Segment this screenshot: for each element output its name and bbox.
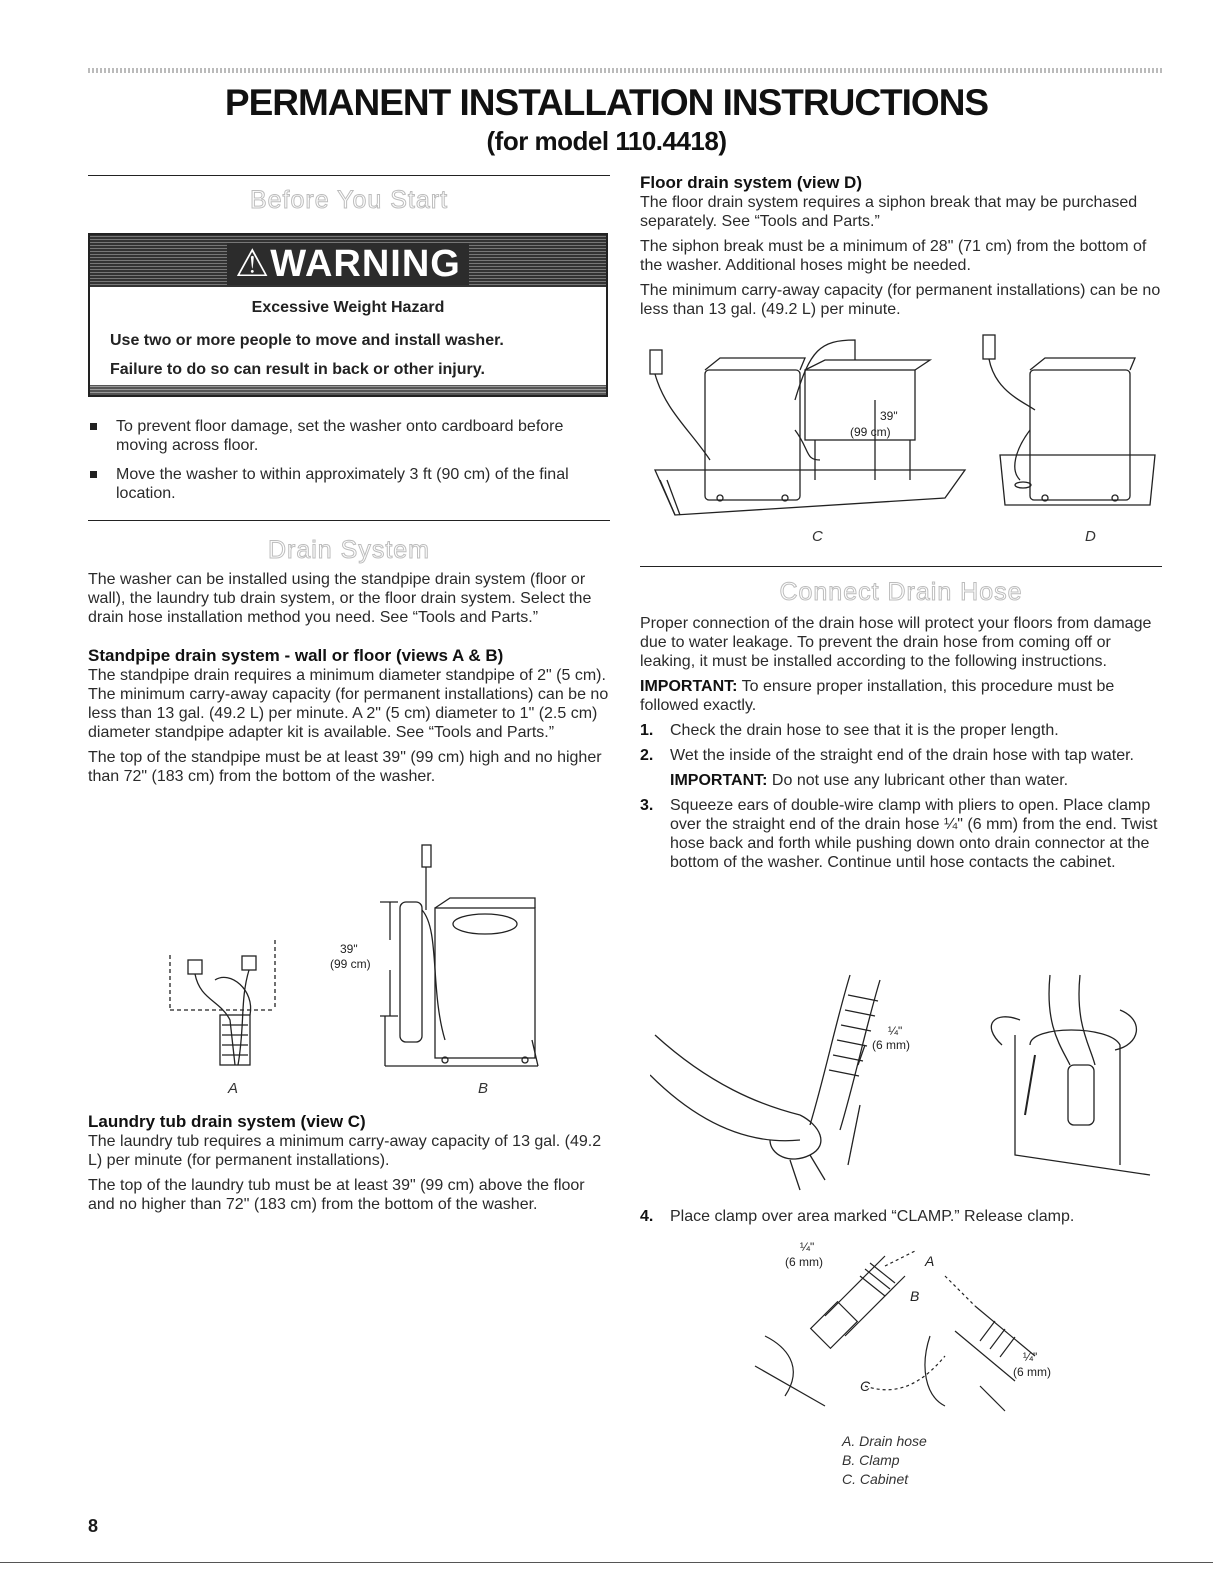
fig3-dim-2: (6 mm) <box>872 1038 910 1052</box>
connect-drain-hose-heading: Connect Drain Hose <box>779 578 1023 606</box>
standpipe-heading: Standpipe drain system - wall or floor (views A & B) <box>88 646 504 665</box>
fig4-label-a: A <box>925 1253 935 1269</box>
step-4-text <box>640 1207 1165 1232</box>
fig4-dim-1: ¼" <box>800 1240 815 1254</box>
fig4-dim-4: (6 mm) <box>1013 1365 1051 1379</box>
connect-intro: Proper connection of the drain hose will protect your floors from damage due to water leakage. To prevent the drain hose from coming off or leaking, it must be installed according to the following instructions. <box>640 615 1152 670</box>
figure-views-a-b <box>160 840 550 1075</box>
bullet-icon <box>90 471 97 478</box>
standpipe-paragraph-1: The standpipe drain requires a minimum diameter standpipe of 2" (5 cm). The minimum carry-away capacity (for permanent installations) can be no less than 13 gal. (49.2 L) per minute. A 2" (5 cm) diameter to 1" (2.5 cm) diameter standpipe adapter kit is available. See “Tools and Parts.” <box>88 667 609 741</box>
label-view-b: B <box>478 1080 489 1097</box>
warning-hazard: Excessive Weight Hazard <box>251 299 445 316</box>
warning-word: WARNING <box>270 243 461 285</box>
floor-drain-paragraph-1: The floor drain system requires a siphon break that may be purchased separately. See “Tools and Parts.” <box>640 194 1138 230</box>
step-2: 2. Wet the inside of the straight end of the drain hose with tap water. IMPORTANT: Do not use any lubricant other than water. <box>640 746 1165 790</box>
fig4-dim-3: ¼" <box>1023 1350 1038 1364</box>
label-view-a: A <box>228 1080 239 1097</box>
standpipe-paragraph-2: The top of the standpipe must be at least 39" (99 cm) high and no higher than 72" (183 cm) from the bottom of the washer. <box>88 749 602 785</box>
figure-legend <box>842 1432 927 1489</box>
figure-views-c-d <box>645 330 1165 530</box>
fig-cd-dim-2: (99 cm) <box>850 425 891 439</box>
fig4-label-c: C <box>860 1378 871 1394</box>
floor-drain-paragraph-3: The minimum carry-away capacity (for permanent installations) can be no less than 13 gal. (49.2 L) per minute. <box>640 282 1161 318</box>
step-3: 3. Squeeze ears of double-wire clamp with pliers to open. Place clamp over the straight end of the drain hose ¼" (6 mm) from the end. Twist hose back and forth while pushing down onto drain connector at the bottom of the washer. Continue until hose contacts the cabinet. <box>640 797 1158 871</box>
legend-item-a: A. Drain hose <box>842 1433 927 1449</box>
page-subtitle: (for model 110.4418) <box>486 126 727 156</box>
warning-line-2: Failure to do so can result in back or other injury. <box>110 361 485 378</box>
list-item: Move the washer to within approximately 3 ft (90 cm) of the final location. <box>88 465 610 503</box>
page-title: PERMANENT INSTALLATION INSTRUCTIONS <box>224 82 989 123</box>
label-view-c: C <box>812 528 823 545</box>
before-you-start-heading: Before You Start <box>249 186 449 214</box>
important-lubricant-note: IMPORTANT: Do not use any lubricant other than water. <box>670 772 1069 789</box>
floor-drain-heading: Floor drain system (view D) <box>640 173 862 192</box>
label-view-d: D <box>1085 528 1096 545</box>
legend-item-c: C. Cabinet <box>842 1471 909 1487</box>
laundry-tub-paragraph-1: The laundry tub requires a minimum carry-away capacity of 13 gal. (49.2 L) per minute (for permanent installations). <box>88 1133 602 1169</box>
fig3-dim-1: ¼" <box>888 1024 903 1038</box>
fig-cd-dim-1: 39" <box>880 409 898 423</box>
section-rule <box>640 566 1162 567</box>
top-dotted-rule <box>88 68 1163 73</box>
important-note: IMPORTANT: To ensure proper installation, this procedure must be followed exactly. <box>640 678 1115 714</box>
section-rule <box>88 175 610 176</box>
step-1: 1. Check the drain hose to see that it is the proper length. <box>640 722 1059 739</box>
drain-intro: The washer can be installed using the standpipe drain system (floor or wall), the laundry tub drain system, or the floor drain system. Select the drain hose installation method you need. See “Tools and Parts.” <box>88 571 592 626</box>
section-rule <box>88 520 610 521</box>
warning-title: ⚠WARNING <box>227 243 469 285</box>
step-4: 4. Place clamp over area marked “CLAMP.” Release clamp. <box>640 1208 1075 1225</box>
fig-ab-dim-2: (99 cm) <box>330 957 371 971</box>
laundry-tub-heading: Laundry tub drain system (view C) <box>88 1112 366 1131</box>
floor-drain-text <box>640 173 1165 319</box>
before-you-start-bullets <box>88 417 610 513</box>
legend-item-b: B. Clamp <box>842 1452 900 1468</box>
laundry-tub-paragraph-2: The top of the laundry tub must be at least 39" (99 cm) above the floor and no higher than 72" (183 cm) from the bottom of the washer. <box>88 1177 585 1213</box>
laundry-tub-text <box>88 1112 610 1214</box>
figure-step-3 <box>650 965 1160 1195</box>
warning-line-1: Use two or more people to move and install washer. <box>110 332 504 349</box>
bottom-rule <box>0 1562 1213 1563</box>
warning-box <box>88 233 608 397</box>
fig4-label-b: B <box>910 1288 920 1304</box>
connect-drain-hose-text <box>640 614 1165 878</box>
page-number: 8 <box>88 1516 99 1536</box>
drain-system-heading: Drain System <box>267 536 431 564</box>
fig-ab-dim-1: 39" <box>340 942 358 956</box>
figure-step-4 <box>745 1236 1065 1416</box>
list-item: To prevent floor damage, set the washer onto cardboard before moving across floor. <box>88 417 610 455</box>
drain-system-text <box>88 570 610 786</box>
floor-drain-paragraph-2: The siphon break must be a minimum of 28" (71 cm) from the bottom of the washer. Additional hoses might be needed. <box>640 238 1147 274</box>
bullet-icon <box>90 423 97 430</box>
fig4-dim-2: (6 mm) <box>785 1255 823 1269</box>
